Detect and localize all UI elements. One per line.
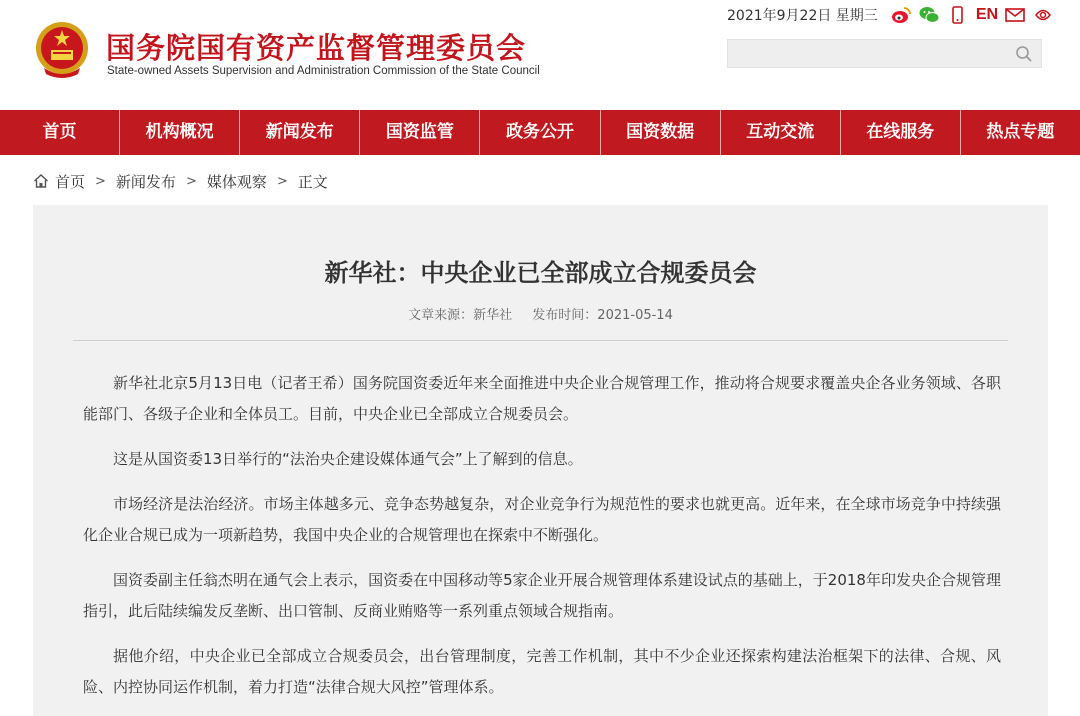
article-paragraph: 国资委副主任翁杰明在通气会上表示，国资委在中国移动等5家企业开展合规管理体系建设试点的基础上，于2018年印发央企合规管理指引，此后陆续编发反垄断、出口管制、反商业贿赂等一系列重点领域合规指南。	[83, 571, 1001, 620]
current-date: 2021年9月22日 星期三	[727, 8, 878, 24]
nav-item-news[interactable]: 新闻发布	[239, 110, 359, 155]
nav-item-data[interactable]: 国资数据	[600, 110, 720, 155]
nav-item-topics[interactable]: 热点专题	[960, 110, 1080, 155]
article-meta	[33, 304, 1048, 323]
breadcrumb-separator: >	[276, 173, 288, 189]
nav-item-supervision[interactable]: 国资监管	[359, 110, 479, 155]
search-icon[interactable]	[1015, 45, 1033, 63]
breadcrumb-media[interactable]: 媒体观察	[206, 172, 267, 191]
mail-icon[interactable]	[1004, 5, 1026, 25]
home-icon	[33, 173, 49, 189]
nav-item-about[interactable]: 机构概况	[119, 110, 239, 155]
breadcrumb-separator: >	[95, 173, 106, 189]
search-input[interactable]	[728, 40, 1008, 67]
wechat-icon[interactable]	[918, 5, 940, 25]
article-paragraph: 这是从国资委13日举行的“法治央企建设媒体通气会”上了解到的信息。	[113, 450, 583, 468]
article-content	[83, 368, 1001, 716]
breadcrumb-news[interactable]: 新闻发布	[115, 172, 176, 191]
article-paragraph: 新华社北京5月13日电（记者王希）国务院国资委近年来全面推进中央企业合规管理工作，推动将合规要求覆盖央企各业务领域、各职能部门、各级子企业和全体员工。目前，中央企业已全部成立合规委员会。	[83, 374, 1001, 423]
site-header	[0, 0, 1080, 110]
article-panel	[33, 205, 1048, 716]
search-box	[727, 39, 1042, 68]
accessibility-icon[interactable]	[1032, 5, 1054, 25]
site-title[interactable]: 国务院国有资产监督管理委员会	[106, 31, 527, 65]
breadcrumb-current: 正文	[297, 172, 328, 191]
breadcrumb-home[interactable]: 首页	[55, 172, 86, 191]
nav-item-home[interactable]: 首页	[42, 122, 77, 142]
nav-item-government-affairs[interactable]: 政务公开	[479, 110, 599, 155]
article-paragraph: 据他介绍，中央企业已全部成立合规委员会，出台管理制度，完善工作机制，其中不少企业还探索构建法治框架下的法律、合规、风险、内控协同运作机制，着力打造“法律合规大风控”管理体系。	[83, 647, 1001, 696]
breadcrumb	[33, 170, 328, 192]
article-date: 发布时间：2021-05-14	[532, 308, 673, 323]
top-utility-bar	[727, 4, 1054, 26]
article-divider	[73, 340, 1008, 341]
english-link[interactable]: EN	[975, 6, 999, 23]
main-nav	[0, 110, 1080, 155]
article-paragraph: 市场经济是法治经济。市场主体越多元、竞争态势越复杂，对企业竞争行为规范性的要求也就更高。近年来，在全球市场竞争中持续强化企业合规已成为一项新趋势，我国中央企业的合规管理也在探索中不断强化。	[83, 495, 1001, 544]
weibo-icon[interactable]	[890, 5, 912, 25]
nav-item-online-service[interactable]: 在线服务	[840, 110, 960, 155]
site-subtitle: State-owned Assets Supervision and Administration Commission of the State Council	[107, 65, 540, 77]
national-emblem-icon[interactable]	[34, 20, 90, 80]
mobile-icon[interactable]	[946, 5, 968, 25]
breadcrumb-separator: >	[185, 173, 197, 189]
article-source: 文章来源：新华社	[408, 308, 513, 323]
article-title: 新华社：中央企业已全部成立合规委员会	[324, 259, 757, 287]
nav-item-interaction[interactable]: 互动交流	[720, 110, 840, 155]
